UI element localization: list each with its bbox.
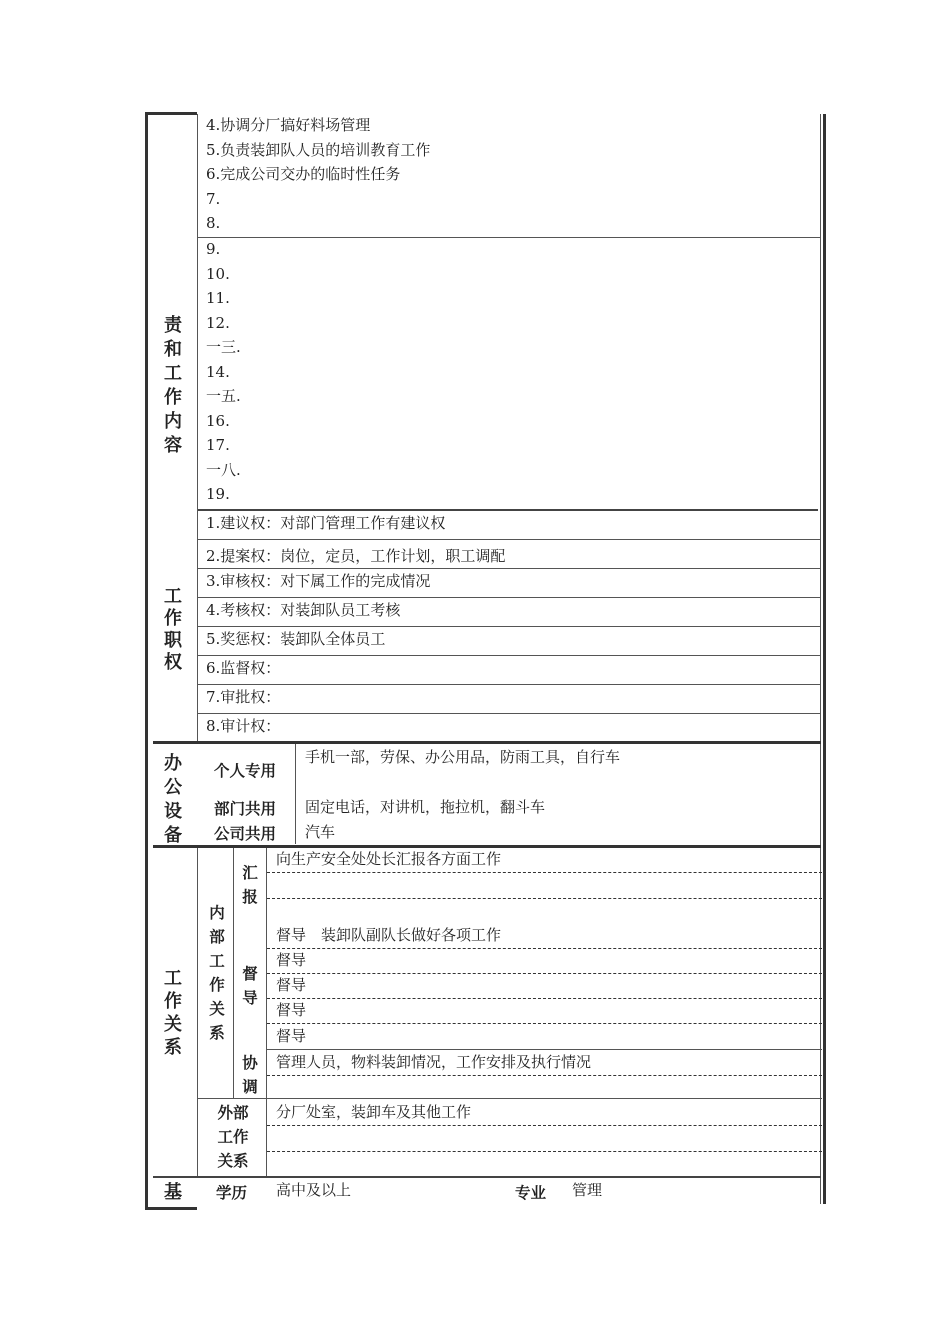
list-item: 11. (206, 289, 230, 307)
table-right-border (823, 114, 826, 1204)
dashed-divider (267, 1125, 822, 1126)
list-item: 5.负责装卸队人员的培训教育工作 (206, 140, 431, 159)
label-char: 关 (164, 1014, 182, 1035)
label-char: 作 (164, 387, 182, 408)
department-shared-value: 固定电话，对讲机，拖拉机，翻斗车 (305, 798, 546, 816)
authority-item: 4.考核权：对装卸队员工考核 (206, 601, 401, 619)
authority-item: 6.监督权： (206, 659, 281, 677)
supervise-line: 督导 (276, 976, 307, 994)
external-relations-label (209, 1101, 257, 1173)
column-divider (295, 744, 296, 844)
authority-item: 8.审计权： (206, 717, 281, 735)
list-item: 6.完成公司交办的临时性任务 (206, 165, 401, 183)
list-item: 一八. (206, 460, 241, 479)
label-chunk: 工作 (217, 1128, 249, 1146)
table-bottom-border (145, 1207, 197, 1210)
label-char: 作 (209, 976, 225, 994)
label-char: 职 (164, 630, 182, 651)
label-chunk: 外部 (217, 1104, 249, 1122)
label-chunk: 关系 (217, 1152, 249, 1170)
list-item: 一三. (206, 338, 241, 356)
label-char: 协 (242, 1054, 258, 1072)
dashed-divider (267, 973, 822, 974)
column-inner-right (820, 114, 821, 1204)
dashed-divider (267, 948, 822, 949)
table-top-border (145, 112, 197, 115)
label-char: 权 (164, 652, 182, 673)
major-label: 专业 (515, 1184, 547, 1202)
table-left-border (145, 112, 148, 1210)
column-divider (197, 114, 198, 744)
office-equipment-header (158, 752, 188, 848)
label-char: 设 (164, 801, 182, 822)
row-divider (198, 684, 821, 685)
label-char: 系 (164, 1037, 182, 1058)
label-char: 内 (164, 411, 182, 432)
label-char: 和 (164, 339, 182, 360)
dashed-divider (267, 1023, 822, 1024)
label-char: 导 (242, 989, 258, 1007)
dashed-divider (267, 1075, 822, 1076)
work-relations-header (158, 967, 188, 1059)
label-char: 公 (164, 777, 182, 798)
label-char: 备 (164, 825, 182, 846)
list-item: 一五. (206, 387, 241, 405)
report-label (238, 861, 262, 909)
list-item: 14. (206, 362, 230, 381)
authority-item: 2.提案权：岗位，定员，工作计划，职工调配 (206, 547, 506, 565)
authority-item: 1.建议权：对部门管理工作有建议权 (206, 514, 446, 532)
supervise-label (238, 962, 262, 1010)
list-item: 16. (206, 411, 230, 430)
row-divider (198, 237, 821, 238)
row-divider (198, 539, 821, 540)
authority-header (158, 586, 188, 674)
column-divider (233, 848, 234, 1098)
row-divider (198, 655, 821, 656)
supervise-line: 督导 装卸队副队长做好各项工作 (276, 926, 502, 944)
label-char: 工 (209, 952, 225, 970)
dashed-divider (267, 1151, 822, 1152)
education-value: 高中及以上 (276, 1181, 352, 1199)
label-char: 工 (164, 968, 182, 989)
label-char: 督 (242, 965, 258, 983)
label-char: 调 (242, 1078, 258, 1096)
row-divider (198, 713, 821, 714)
list-item: 10. (206, 264, 230, 283)
label-char: 汇 (242, 864, 258, 882)
external-value: 分厂处室，装卸车及其他工作 (276, 1103, 472, 1121)
supervise-line: 督导 (276, 1027, 307, 1045)
authority-item: 3.审核权：对下属工作的完成情况 (206, 572, 431, 590)
responsibilities-header (158, 314, 188, 458)
dashed-divider (267, 998, 822, 999)
personal-use-label: 个人专用 (214, 762, 277, 780)
personal-use-value: 手机一部，劳保、办公用品，防雨工具，自行车 (305, 748, 621, 766)
internal-relations-label (205, 901, 229, 1045)
company-shared-value: 汽车 (305, 823, 336, 841)
company-shared-label: 公司共用 (214, 825, 277, 843)
label-char: 工 (164, 363, 182, 384)
dashed-divider (267, 898, 822, 899)
list-item: 17. (206, 436, 230, 454)
major-value: 管理 (572, 1181, 603, 1199)
column-divider (197, 848, 198, 1177)
label-char: 容 (164, 435, 182, 456)
list-item: 9. (206, 240, 221, 258)
row-divider (198, 1098, 822, 1099)
section-divider (153, 1176, 821, 1178)
section-divider (153, 741, 821, 744)
authority-item: 5.奖惩权：装卸队全体员工 (206, 630, 386, 648)
responsibility-list-b (206, 237, 241, 507)
responsibility-list-a (206, 113, 430, 236)
department-shared-label: 部门共用 (214, 800, 277, 818)
label-char: 工 (164, 586, 182, 607)
label-char: 内 (209, 904, 225, 922)
list-item: 4.协调分厂搞好料场管理 (206, 116, 371, 134)
basic-header: 基 (164, 1182, 182, 1203)
education-label: 学历 (216, 1184, 248, 1202)
label-char: 部 (209, 928, 225, 946)
label-char: 办 (164, 753, 182, 774)
coordinate-value: 管理人员，物料装卸情况，工作安排及执行情况 (276, 1053, 592, 1071)
coordinate-label (238, 1051, 262, 1099)
dashed-divider (267, 872, 822, 873)
report-value: 向生产安全处处长汇报各方面工作 (276, 850, 502, 868)
list-item: 19. (206, 485, 230, 503)
list-item: 8. (206, 214, 221, 232)
authority-item: 7.审批权： (206, 688, 281, 706)
list-item: 12. (206, 313, 230, 332)
label-char: 责 (164, 315, 182, 336)
label-char: 系 (209, 1024, 225, 1042)
list-item: 7. (206, 189, 221, 208)
supervise-line: 督导 (276, 951, 307, 969)
label-char: 作 (164, 608, 182, 629)
label-char: 作 (164, 991, 182, 1012)
supervise-line: 督导 (276, 1001, 307, 1019)
label-char: 关 (209, 1000, 225, 1018)
label-char: 报 (242, 888, 258, 906)
